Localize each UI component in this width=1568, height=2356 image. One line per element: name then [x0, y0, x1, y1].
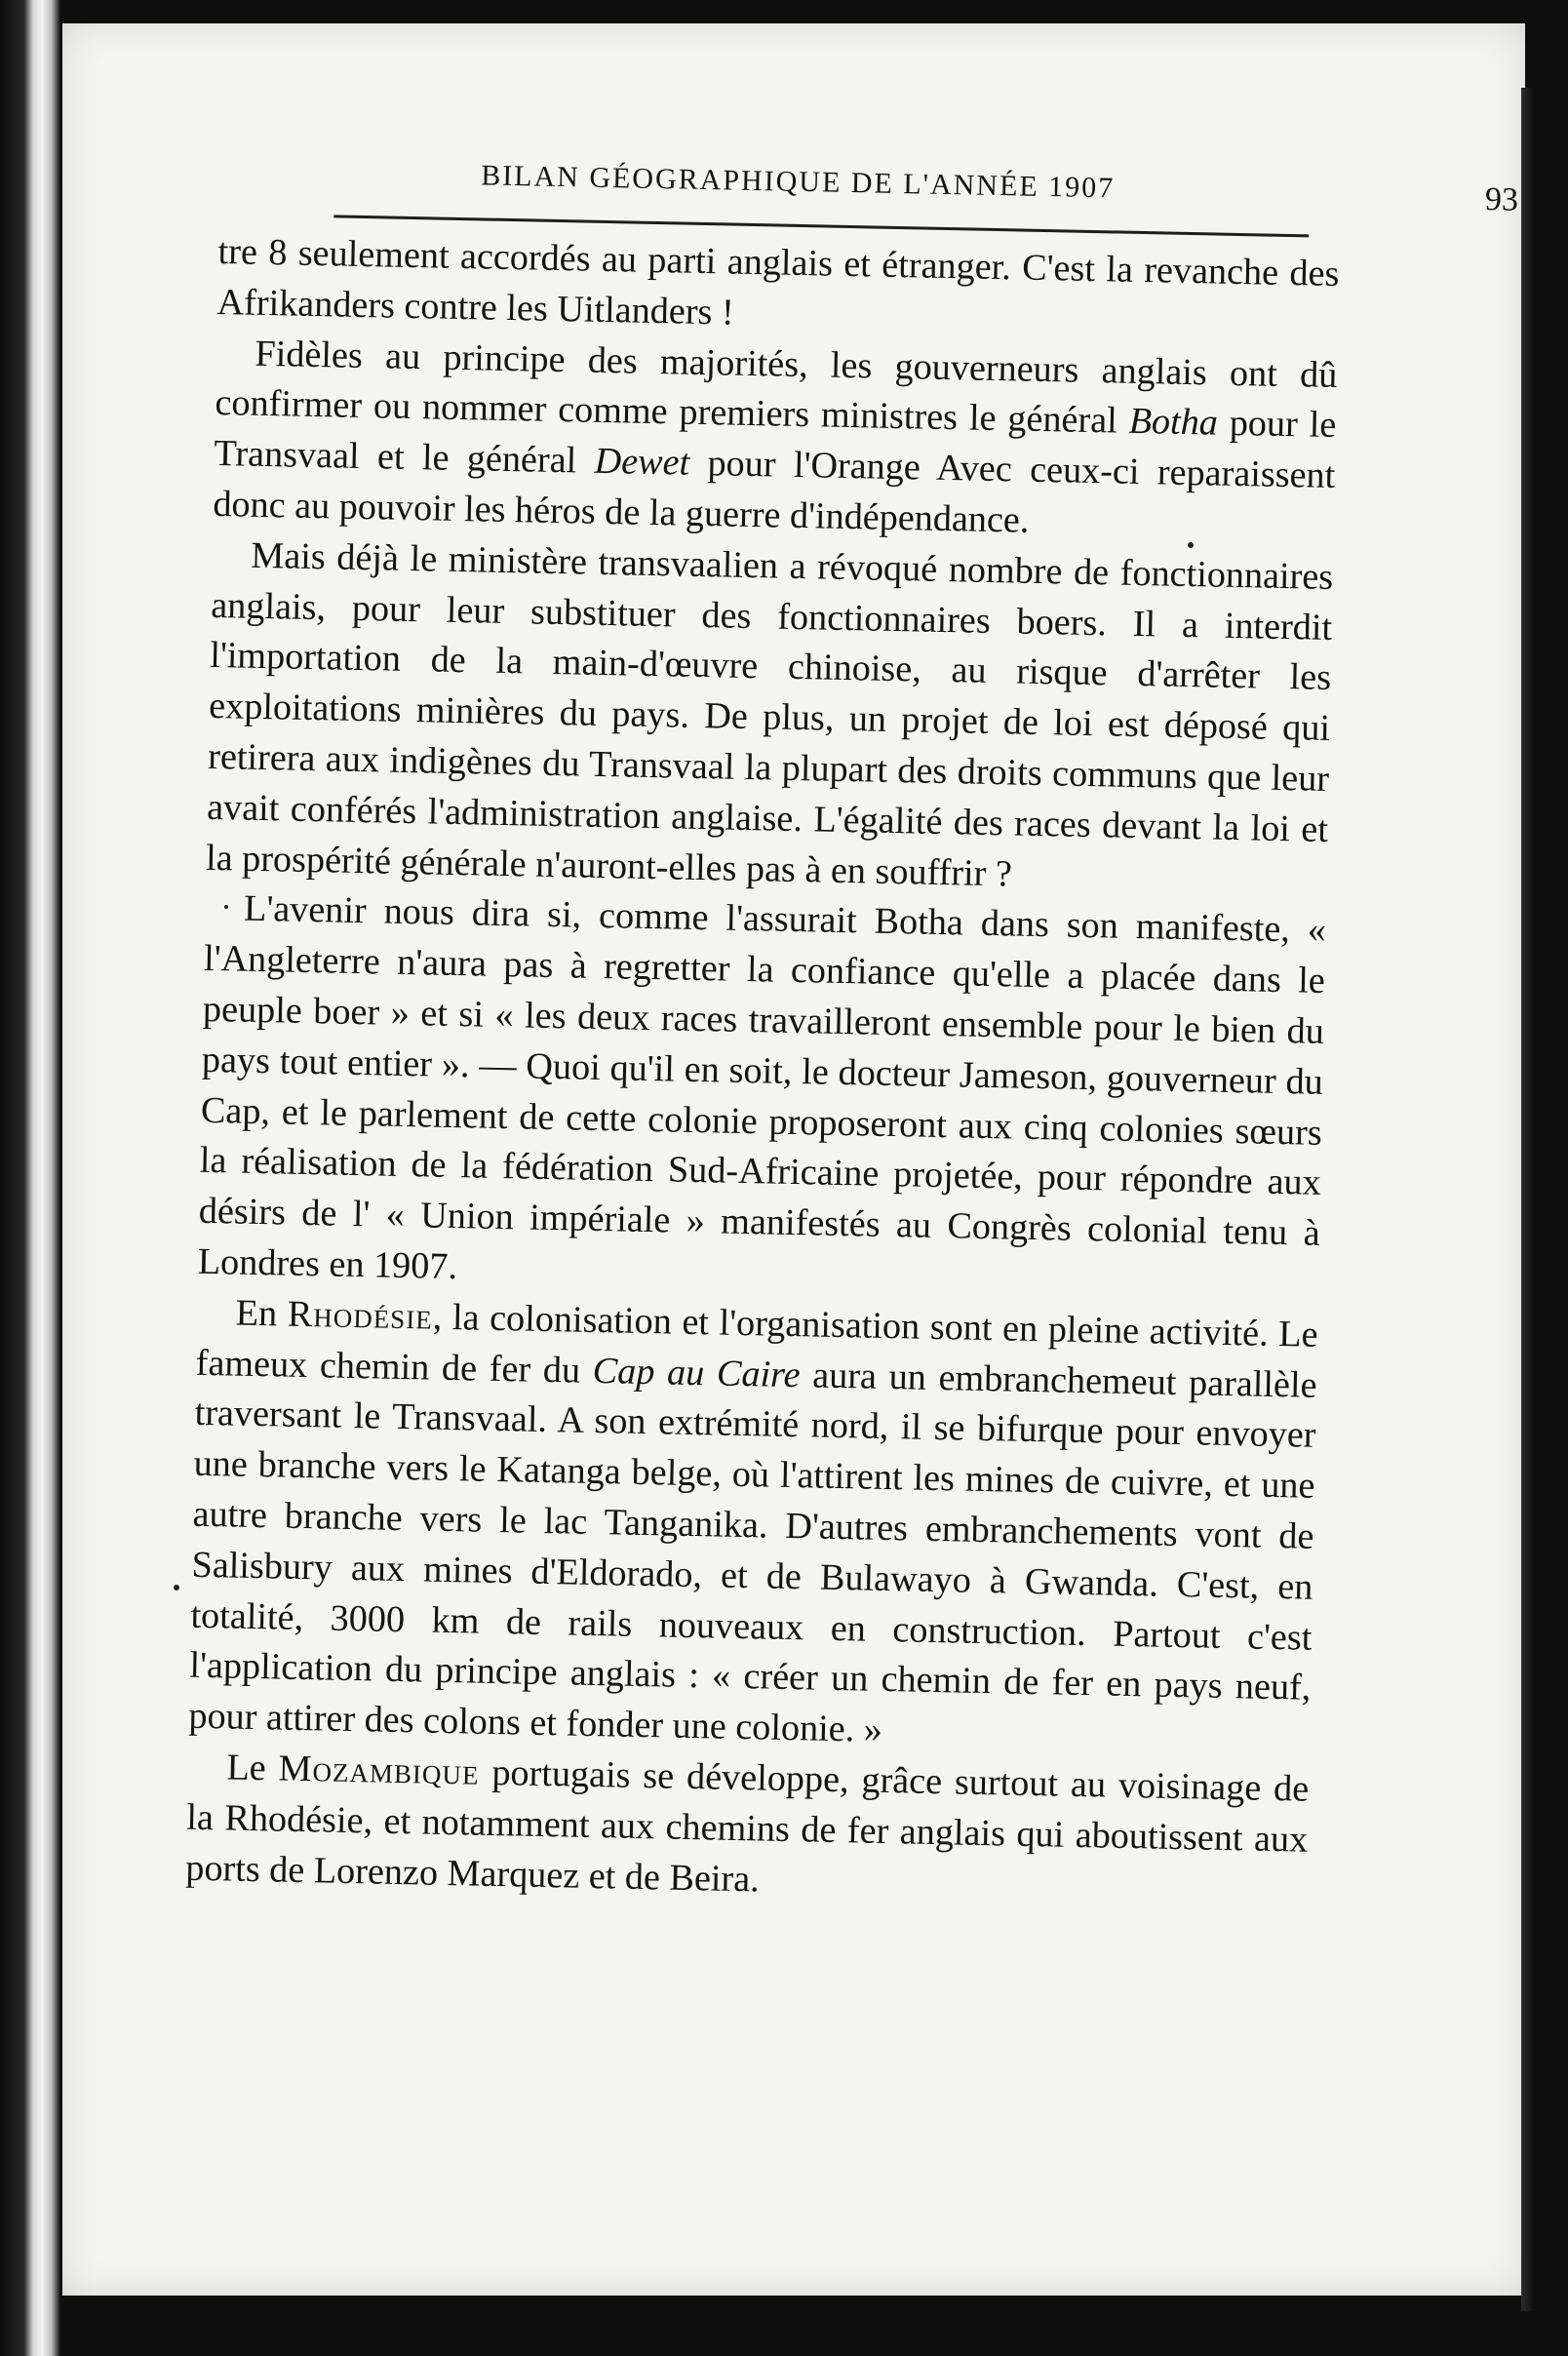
text-run: Fidèles au principe des majorités, les gouverneurs anglais ont dû confirmer ou nommer comme premiers ministres le général	[215, 333, 1338, 443]
text-run: Le	[226, 1747, 280, 1789]
paragraph	[188, 1287, 1318, 1764]
paragraph	[185, 1743, 1310, 1916]
running-head: BILAN GÉOGRAPHIQUE DE L'ANNÉE 1907	[480, 159, 1116, 205]
text-run: portugais se développe, grâce surtout au voisinage de la Rhodésie, et notamment aux chemins de fer anglais qui aboutissent aux ports de Lorenzo Marquez et de Beira.	[184, 1751, 1310, 1900]
scan-speck	[174, 1585, 179, 1590]
page-edge-shadow	[1521, 88, 1533, 2311]
text-run: pour l'Orange Avec ceux-ci reparaissent donc au pouvoir les héros de la guerre d'indépendance.	[213, 442, 1336, 541]
page-number: 93	[1484, 181, 1519, 218]
small-caps-place: Mozambique	[278, 1747, 480, 1793]
italic-name: Botha	[1128, 401, 1219, 444]
text-run: En	[235, 1292, 289, 1335]
text-run: aura un embranchemeut parallèle traversant le Transvaal. A son extrémité nord, il se bifurque pour envoyer une branche vers le Katanga belge, où l'attirent les mines de cuivre, et une autre branche vers le lac Tanganika. D'autres embranchements vont de Salisbury aux mines d'Eldorado, et de Bulawayo à Gwanda. C'est, en totalité, 3000 km de rails nouveaux en construction. Partout c'est l'application du principe anglais : « créer un chemin de fer en pays neuf, pour attirer des colons et fonder une colonie. »	[188, 1354, 1317, 1751]
page-text-block	[184, 137, 1519, 1916]
text-run: , la colonisation et l'organisation sont en pleine activité. Le fameux chemin de fer du	[195, 1296, 1319, 1392]
paragraph: Mais déjà le ministère transvaalien a révoqué nombre de fonctionnaires anglais, pour leur substituer des fonctionnaires boers. Il a interdit l'importation de la main-d'œuvre chinoise, au risque d'arrêter les exploitations minières du pays. De plus, un projet de loi est déposé qui retirera aux indigènes du Transvaal la plupart des droits communs que leur avait conférés l'administration anglaise. L'égalité des races devant la loi et la prospérité générale n'auront-elles pas à en souffrir ?	[205, 534, 1334, 895]
previous-page-edge	[0, 0, 60, 2356]
small-caps-place: Rhodésie	[287, 1293, 434, 1338]
paragraph	[213, 329, 1338, 553]
paragraph: L'avenir nous dira si, comme l'assurait Botha dans son manifeste, « l'Angleterre n'aura pas à regretter la confiance qu'elle a placée dans le peuple boer » et si « les deux races travailleront ensemble pour le bien du pays tout entier ». — Quoi qu'il en soit, le docteur Jameson, gouverneur du Cap, et le parlement de cette colonie proposeront aux cinq colonies sœurs la réalisation de la fédération Sud-Africaine projetée, pour répondre aux désirs de l' « Union impériale » manifestés au Congrès colonial tenu à Londres en 1907.	[197, 888, 1327, 1288]
body-text	[185, 227, 1340, 1916]
paragraph: tre 8 seulement accordés au parti anglais et étranger. C'est la revanche des Afrikanders contre les Uitlanders !	[216, 230, 1340, 334]
text-run: pour le Transvaal et le général	[214, 402, 1337, 482]
italic-name: Dewet	[594, 440, 690, 484]
italic-name: Cap au Caire	[592, 1350, 801, 1395]
